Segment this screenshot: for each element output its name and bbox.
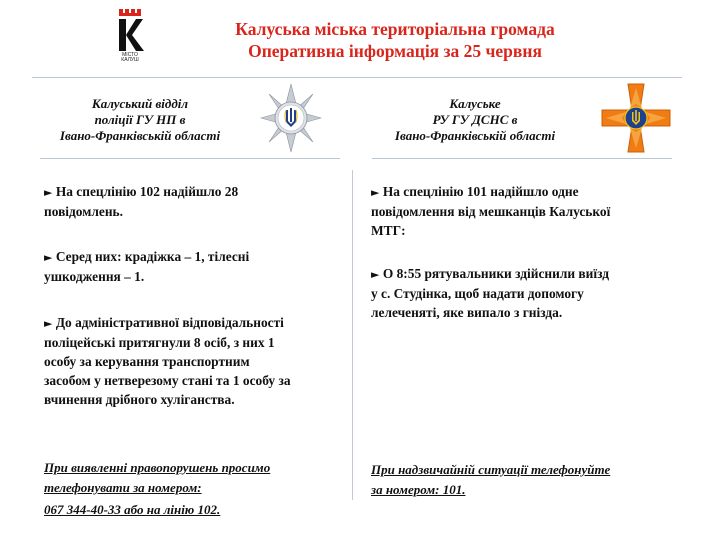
police-item-admin-line2: поліцейські притягнули 8 осіб, з них 1 — [44, 335, 275, 350]
bullet-arrow-icon: ► — [371, 268, 380, 281]
rescue-org-line1: Калуське — [449, 96, 501, 111]
police-org-line1: Калуський відділ — [91, 96, 189, 111]
police-item-crimes — [44, 247, 344, 286]
police-contact-phone[interactable]: 067 344-40-33 або на лінію 102. — [44, 502, 221, 517]
police-item-crimes-line1: Серед них: крадіжка – 1, тілесні — [55, 249, 250, 264]
page-title — [175, 18, 615, 62]
police-contact-line1: При виявленні правопорушень просимо — [44, 460, 271, 475]
rescue-contact-line1: При надзвичайній ситуації телефонуйте — [371, 462, 611, 477]
police-item-admin-line5: вчинення дрібного хуліганства. — [44, 392, 235, 407]
rescue-cross-trident-icon — [600, 82, 672, 154]
police-emblem — [258, 80, 324, 156]
police-org-line2: поліції ГУ НП в — [94, 112, 186, 127]
left-header-divider — [40, 158, 340, 159]
police-item-crimes-line2: ушкодження – 1. — [44, 269, 145, 284]
logo-caption-line2: КАЛУШ — [121, 57, 139, 63]
title-line2: Оперативна інформація за 25 червня — [248, 41, 542, 61]
police-item-admin-line3: особу за керування транспортним — [44, 354, 250, 369]
column-separator — [352, 170, 353, 500]
rescue-contact — [371, 460, 681, 500]
bullet-arrow-icon: ► — [371, 186, 380, 199]
header-divider — [32, 77, 682, 78]
rescue-item-calls-line1: На спецлінію 101 надійшло одне — [382, 184, 579, 199]
rescue-contact-line2[interactable]: за номером: 101. — [371, 482, 466, 497]
police-org-name — [40, 96, 240, 144]
rescue-item-incident-line3: лелеченяті, яке випало з гнізда. — [371, 305, 563, 320]
right-header-divider — [372, 158, 672, 159]
police-star-trident-icon — [258, 80, 324, 156]
police-contact-line2: телефонувати за номером: — [44, 480, 202, 495]
rescue-item-calls-line3: МТГ: — [371, 223, 406, 238]
police-item-admin — [44, 313, 349, 409]
police-item-admin-line1: До адміністративної відповідальності — [55, 315, 284, 330]
police-item-calls — [44, 182, 344, 221]
logo-caption — [110, 53, 150, 63]
rescue-item-incident-line1: О 8:55 рятувальники здійснили виїзд — [382, 266, 609, 281]
rescue-org-line3: Івано-Франківській області — [394, 128, 556, 143]
rescue-item-calls-line2: повідомлення від мешканців Калуської — [371, 204, 611, 219]
rescue-emblem — [600, 82, 672, 154]
police-item-calls-line2: повідомлень. — [44, 204, 123, 219]
rescue-org-name — [370, 96, 580, 144]
police-item-calls-line1: На спецлінію 102 надійшло 28 — [55, 184, 239, 199]
police-item-admin-line4: засобом у нетверезому стані та 1 особу за — [44, 373, 291, 388]
bullet-arrow-icon: ► — [44, 186, 53, 199]
rescue-item-calls — [371, 182, 681, 240]
title-line1: Калуська міська територіальна громада — [235, 19, 555, 39]
logo-caption-line1: МІСТО — [122, 52, 138, 58]
rescue-item-incident — [371, 264, 681, 322]
bullet-arrow-icon: ► — [44, 251, 53, 264]
police-org-line3: Івано-Франківській області — [59, 128, 221, 143]
police-contact — [44, 458, 349, 520]
rescue-item-incident-line2: у с. Студінка, щоб надати допомогу — [371, 286, 584, 301]
rescue-org-line2: РУ ГУ ДСНС в — [432, 112, 518, 127]
bullet-arrow-icon: ► — [44, 317, 53, 330]
